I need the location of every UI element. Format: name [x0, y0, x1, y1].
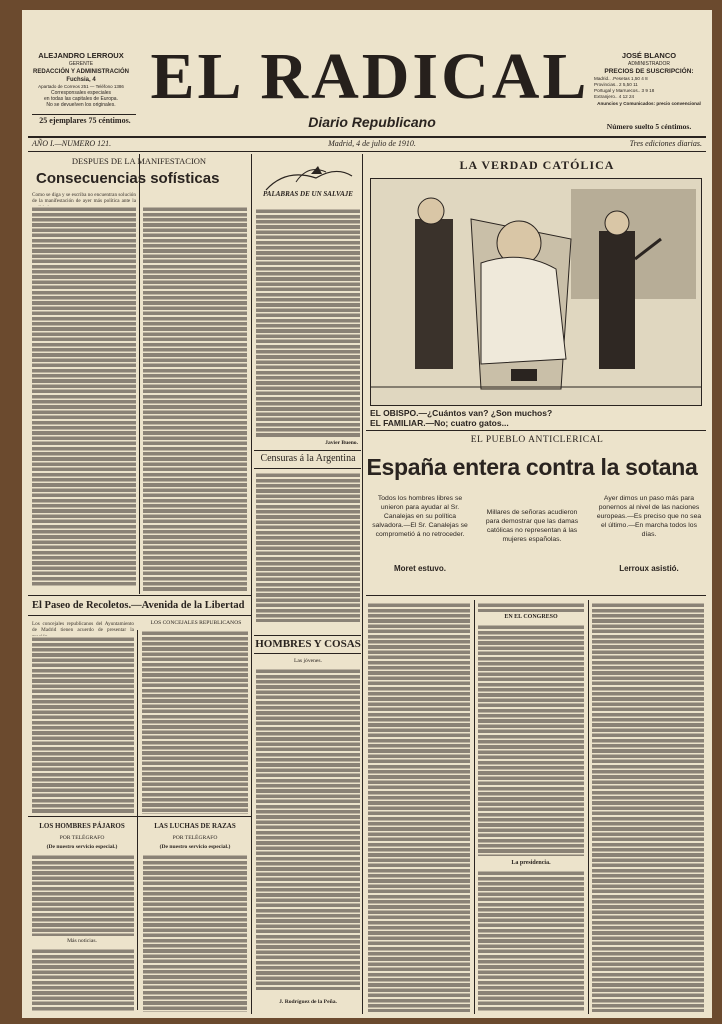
- bulk-price: 25 ejemplares 75 céntimos.: [39, 116, 131, 125]
- vignette-title: PALABRAS DE UN SALVAJE: [263, 190, 353, 198]
- box-subhead-2: (De nuestro servicio especial.): [46, 844, 118, 850]
- section-rule: [28, 595, 252, 596]
- masthead-left-divider: [32, 114, 136, 115]
- article-body-text: [32, 948, 134, 1012]
- article-body-text: [592, 602, 704, 1012]
- hombres-y-cosas-headline: HOMBRES Y COSAS: [255, 638, 361, 650]
- correspondents-note-2: en todas las capitales de Europa.: [44, 96, 118, 102]
- masthead-title: EL RADICAL: [150, 40, 590, 113]
- column-rule: [137, 630, 138, 1010]
- article-body-text: [142, 630, 248, 814]
- box-headline: LOS HOMBRES PÁJAROS: [39, 822, 125, 830]
- box-subhead: POR TELÉGRAFO: [172, 835, 218, 841]
- banner-headline: España entera contra la sotana: [366, 454, 698, 480]
- office-address: Fuchsia, 4: [66, 77, 96, 83]
- quote-block-1: Todos los hombres libres se unieron para ayudar al Sr. Canalejas en su política salvadora.—El Sr. Canalejas se comprometió á no retroceder.: [372, 495, 468, 538]
- article-body-text: [32, 636, 134, 814]
- office-phone: Apartado de Correos 251 — Teléfono 1386: [38, 84, 124, 89]
- newspaper-page: [22, 10, 712, 1018]
- quote-block-2: Millares de señoras acudieron para demostrar que las damas católicas no representan á las mujeres españolas.: [485, 509, 579, 543]
- box-subhead: POR TELÉGRAFO: [59, 835, 105, 841]
- dateline-rule-top: [28, 136, 706, 138]
- article-body-text: [478, 870, 584, 1012]
- originals-note: No se devuelven los originales.: [46, 102, 116, 108]
- section-rule: [28, 615, 252, 616]
- censuras-headline: Censuras á la Argentina: [260, 453, 356, 464]
- article-body-text: [478, 624, 584, 856]
- issue-number: AÑO I.—NUMERO 121.: [32, 139, 112, 148]
- presidencia-subhead: La presidencia.: [511, 860, 551, 866]
- office-label: REDACCIÓN Y ADMINISTRACIÓN: [33, 69, 129, 75]
- director-name: ALEJANDRO LERROUX: [38, 51, 124, 60]
- article-body-text: [256, 668, 360, 990]
- box-headline: LAS LUCHAS DE RAZAS: [154, 822, 236, 830]
- section-rule: [254, 450, 361, 451]
- single-copy-price: Número suelto 5 céntimos.: [606, 122, 692, 131]
- article-kicker: DESPUES DE LA MANIFESTACION: [71, 156, 207, 166]
- rate-row: Extranjero.. 4 12 24: [594, 94, 635, 99]
- masthead-subtitle: Diario Republicano: [308, 114, 436, 130]
- dateline-rule-bottom: [28, 151, 706, 152]
- editions-note: Tres ediciones diarias.: [629, 139, 702, 148]
- rate-row: Portugal y Marruecos.. 3 9 18: [594, 88, 655, 93]
- ads-note: Anuncios y Comunicados: precio convencional: [597, 101, 701, 106]
- section-rule: [366, 595, 706, 596]
- masthead-left: [26, 52, 136, 108]
- quote-signature-3: Lerroux asistió.: [619, 564, 679, 573]
- rate-row: Provincias.. 2 5,50 11: [594, 82, 638, 87]
- column-rule: [251, 154, 252, 1014]
- admin-name: JOSÉ BLANCO: [621, 51, 677, 60]
- section-rule: [28, 816, 252, 817]
- quote-block-3: Ayer dimos un paso más para ponernos al nivel de las naciones europeas.—Es preciso que no sea el último.—En marcha todos los días.: [596, 495, 702, 538]
- signature: J. Rodríguez de la Peña.: [279, 999, 337, 1005]
- section-rule: [366, 430, 706, 431]
- subscription-title: PRECIOS DE SUSCRIPCIÓN:: [604, 68, 694, 75]
- cartoon-caption-1: EL OBISPO.—¿Cuántos van? ¿Son muchos?: [370, 408, 553, 418]
- concejales-heading: LOS CONCEJALES REPUBLICANOS: [150, 620, 242, 626]
- recoletos-lead: Los concejales republicanos del Ayuntamiento de Madrid tienen acuerdo de presentar la: [32, 621, 134, 634]
- article-lead: Como se diga y se escriba no encuentran solución de la manifestación de ayer más política ante la: [32, 192, 136, 205]
- article-body-text: [256, 208, 360, 438]
- cartoon-caption-2: EL FAMILIAR.—No; cuatro gatos...: [370, 418, 509, 428]
- article-body-text: [32, 206, 136, 586]
- section-rule: [254, 468, 361, 469]
- column-rule: [474, 600, 475, 1014]
- section-rule: [254, 653, 361, 654]
- article-body-text: [143, 854, 247, 1012]
- quote-signature-1: Moret estuvo.: [393, 564, 446, 573]
- column-rule: [362, 154, 363, 1014]
- bishop-cartoon-drawing: [371, 179, 701, 405]
- column-rule: [139, 154, 140, 594]
- article-body-text: [368, 602, 470, 1012]
- issue-date: Madrid, 4 de julio de 1910.: [328, 139, 416, 148]
- director-role: GERENTE: [68, 61, 94, 67]
- article-body-text: [143, 206, 247, 592]
- article-body-text: [478, 602, 584, 612]
- admin-role: ADMINISTRADOR: [628, 61, 670, 67]
- cartoon-illustration: [370, 178, 702, 406]
- cartoon-title: LA VERDAD CATÓLICA: [459, 158, 615, 172]
- rate-row: Madrid.. .Pesetas 1,50 4 8: [594, 76, 648, 81]
- article-body-text: [32, 854, 134, 936]
- banner-kicker: EL PUEBLO ANTICLERICAL: [470, 435, 604, 445]
- recoletos-headline: El Paseo de Recoletos.—Avenida de la Libertad: [32, 600, 245, 611]
- masthead-right: [590, 52, 708, 107]
- byline: Javier Bueno.: [325, 440, 358, 446]
- correspondents-note: Corresponsales especiales: [50, 90, 112, 96]
- column-rule: [588, 600, 589, 1014]
- section-rule: [254, 635, 361, 636]
- congreso-subhead: EN EL CONGRESO: [504, 614, 558, 620]
- article-headline: Consecuencias sofísticas: [36, 170, 220, 187]
- hombres-subhead: Las jóvenes.: [294, 658, 322, 664]
- article-body-text: [256, 472, 360, 622]
- box-subhead-3: Más noticias.: [67, 938, 97, 944]
- palabras-vignette: [256, 160, 360, 204]
- subscription-rates: [590, 76, 708, 100]
- box-subhead-2: (De nuestro servicio especial.): [159, 844, 231, 850]
